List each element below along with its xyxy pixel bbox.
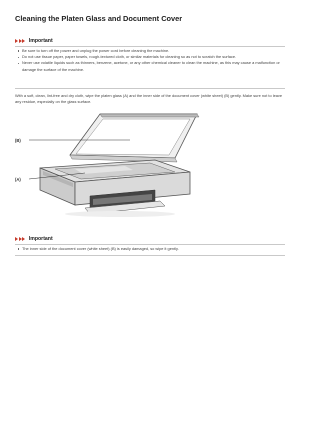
important-heading: [15, 38, 53, 44]
divider: [15, 88, 285, 89]
divider: [15, 244, 285, 245]
label-b: (B): [15, 137, 21, 143]
important-list: [15, 246, 285, 252]
list-item: Be sure to turn off the power and unplug the power cord before cleaning the machine.: [15, 48, 285, 54]
scanner-illustration: [15, 110, 215, 224]
important-list: [15, 48, 285, 73]
page-title: Cleaning the Platen Glass and Document Cover: [15, 14, 183, 23]
instruction-text: With a soft, clean, lint-free and dry cloth, wipe the platen glass (A) and the inner side of the document cover (white sheet) (B) gently. Make sure not to leave any residue, especially on the glass surface.: [15, 93, 283, 105]
important-heading-label: Important: [28, 38, 53, 44]
important-heading-label: Important: [28, 236, 53, 242]
important-chevrons-icon: [15, 237, 26, 241]
important-heading: [15, 236, 53, 242]
list-item: Never use volatile liquids such as thinners, benzene, acetone, or any other chemical cleaner to clean the machine, as this may cause a malfunction or damage the surface of the machine.: [15, 60, 285, 72]
important-chevrons-icon: [15, 39, 26, 43]
list-item: Do not use tissue paper, paper towels, rough-textured cloth, or similar materials for cleaning so as not to scratch the surface.: [15, 54, 285, 60]
list-item: The inner side of the document cover (white sheet) (B) is easily damaged, so wipe it gently.: [15, 246, 285, 252]
printer-icon: [15, 110, 215, 224]
label-a: (A): [15, 176, 21, 182]
divider: [15, 46, 285, 47]
divider: [15, 255, 285, 256]
